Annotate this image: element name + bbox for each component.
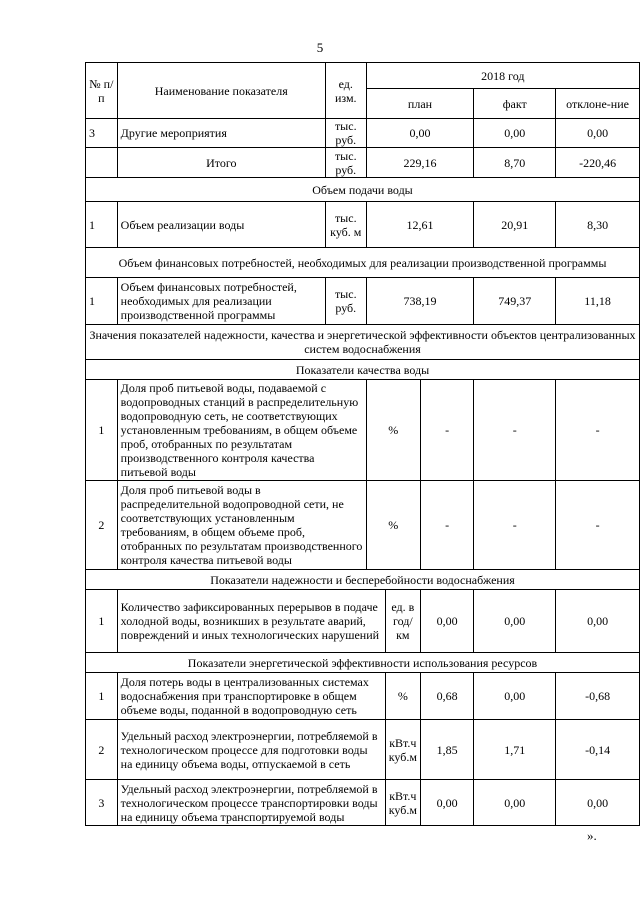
- row-deviation: -0,68: [556, 673, 640, 720]
- row-name: Итого: [117, 148, 325, 178]
- row-name: Объем реализации воды: [117, 202, 325, 248]
- table-row: [86, 673, 640, 720]
- section-heading: Объем финансовых потребностей, необходимых для реализации производственной программы: [86, 248, 640, 278]
- row-deviation: 0,00: [556, 119, 640, 148]
- row-num: 2: [86, 720, 118, 780]
- table-row: [86, 481, 640, 570]
- row-deviation: -220,46: [556, 148, 640, 178]
- row-unit: кВт.ч куб.м: [385, 720, 420, 780]
- indicators-table: [85, 62, 640, 826]
- row-num: 1: [86, 673, 118, 720]
- row-plan: 0,00: [420, 780, 473, 826]
- row-name: Удельный расход электроэнергии, потребляемой в технологическом процессе транспортировки воды на единицу объема транспортируемой воды: [117, 780, 385, 826]
- row-deviation: 0,00: [556, 780, 640, 826]
- closing-mark: ».: [587, 828, 597, 843]
- table-row: [86, 380, 640, 481]
- header-fact: факт: [474, 89, 556, 119]
- row-deviation: 0,00: [556, 590, 640, 653]
- header-num: № п/п: [86, 63, 118, 119]
- table-row: [86, 119, 640, 148]
- row-unit: %: [385, 673, 420, 720]
- section-heading: Объем подачи воды: [86, 178, 640, 202]
- row-deviation: -0,14: [556, 720, 640, 780]
- table-row: [86, 202, 640, 248]
- row-num: 2: [86, 481, 118, 570]
- page-number: 5: [316, 40, 324, 55]
- row-unit: ед. в год/ км: [385, 590, 420, 653]
- header-deviation: отклоне-ние: [556, 89, 640, 119]
- row-num: 1: [86, 278, 118, 325]
- row-name: Доля проб питьевой воды, подаваемой с водопроводных станций в распределительную водопроводную сеть, не соответствующих установленным требованиям, в общем объеме проб, отобранных по результатам производственного контроля качества питьевой воды: [117, 380, 366, 481]
- row-name: Объем финансовых потребностей, необходимых для реализации производственной программы: [117, 278, 325, 325]
- row-fact: 20,91: [474, 202, 556, 248]
- row-fact: 0,00: [474, 119, 556, 148]
- row-deviation: 8,30: [556, 202, 640, 248]
- row-plan: 229,16: [366, 148, 474, 178]
- row-fact: 0,00: [474, 780, 556, 826]
- row-plan: -: [420, 481, 473, 570]
- section-heading: Значения показателей надежности, качества и энергетической эффективности объектов централизованных систем водоснабжения: [86, 325, 640, 360]
- row-fact: -: [474, 380, 556, 481]
- row-unit: %: [366, 481, 420, 570]
- row-num: 1: [86, 590, 118, 653]
- row-deviation: 11,18: [556, 278, 640, 325]
- section-heading: Показатели надежности и бесперебойности водоснабжения: [86, 570, 640, 590]
- row-name: Количество зафиксированных перерывов в подаче холодной воды, возникших в результате аварий, повреждений и иных технологических нарушений: [117, 590, 385, 653]
- row-fact: 749,37: [474, 278, 556, 325]
- row-num: 3: [86, 780, 118, 826]
- header-unit: ед. изм.: [325, 63, 366, 119]
- row-plan: 1,85: [420, 720, 473, 780]
- row-fact: 0,00: [474, 673, 556, 720]
- row-unit: %: [366, 380, 420, 481]
- table-row-total: [86, 148, 640, 178]
- row-plan: 0,00: [420, 590, 473, 653]
- row-deviation: -: [556, 481, 640, 570]
- row-name: Доля потерь воды в централизованных системах водоснабжения при транспортировке в общем объеме воды, поданной в водопроводную сеть: [117, 673, 385, 720]
- table-row: [86, 278, 640, 325]
- row-fact: 1,71: [474, 720, 556, 780]
- row-name: Доля проб питьевой воды в распределительной водопроводной сети, не соответствующих установленным требованиям, в общем объеме проб, отобранных по результатам производственного контроля качества питьевой воды: [117, 481, 366, 570]
- row-unit: тыс. руб.: [325, 119, 366, 148]
- row-num: 3: [86, 119, 118, 148]
- row-fact: 8,70: [474, 148, 556, 178]
- row-unit: тыс. куб. м: [325, 202, 366, 248]
- table-row: [86, 720, 640, 780]
- row-unit: тыс. руб.: [325, 278, 366, 325]
- header-plan: план: [366, 89, 474, 119]
- row-deviation: -: [556, 380, 640, 481]
- row-name: Другие мероприятия: [117, 119, 325, 148]
- row-fact: 0,00: [474, 590, 556, 653]
- row-name: Удельный расход электроэнергии, потребляемой в технологическом процессе для подготовки воды на единицу объема воды, отпускаемой в сеть: [117, 720, 385, 780]
- section-heading: Показатели качества воды: [86, 360, 640, 380]
- header-year: 2018 год: [366, 63, 639, 89]
- row-plan: 0,00: [366, 119, 474, 148]
- row-plan: 12,61: [366, 202, 474, 248]
- row-plan: -: [420, 380, 473, 481]
- row-plan: 0,68: [420, 673, 473, 720]
- header-name: Наименование показателя: [117, 63, 325, 119]
- section-heading: Показатели энергетической эффективности использования ресурсов: [86, 653, 640, 673]
- row-fact: -: [474, 481, 556, 570]
- table-row: [86, 590, 640, 653]
- row-unit: тыс. руб.: [325, 148, 366, 178]
- row-plan: 738,19: [366, 278, 474, 325]
- table-row: [86, 780, 640, 826]
- row-unit: кВт.ч куб.м: [385, 780, 420, 826]
- row-num: 1: [86, 380, 118, 481]
- row-num: 1: [86, 202, 118, 248]
